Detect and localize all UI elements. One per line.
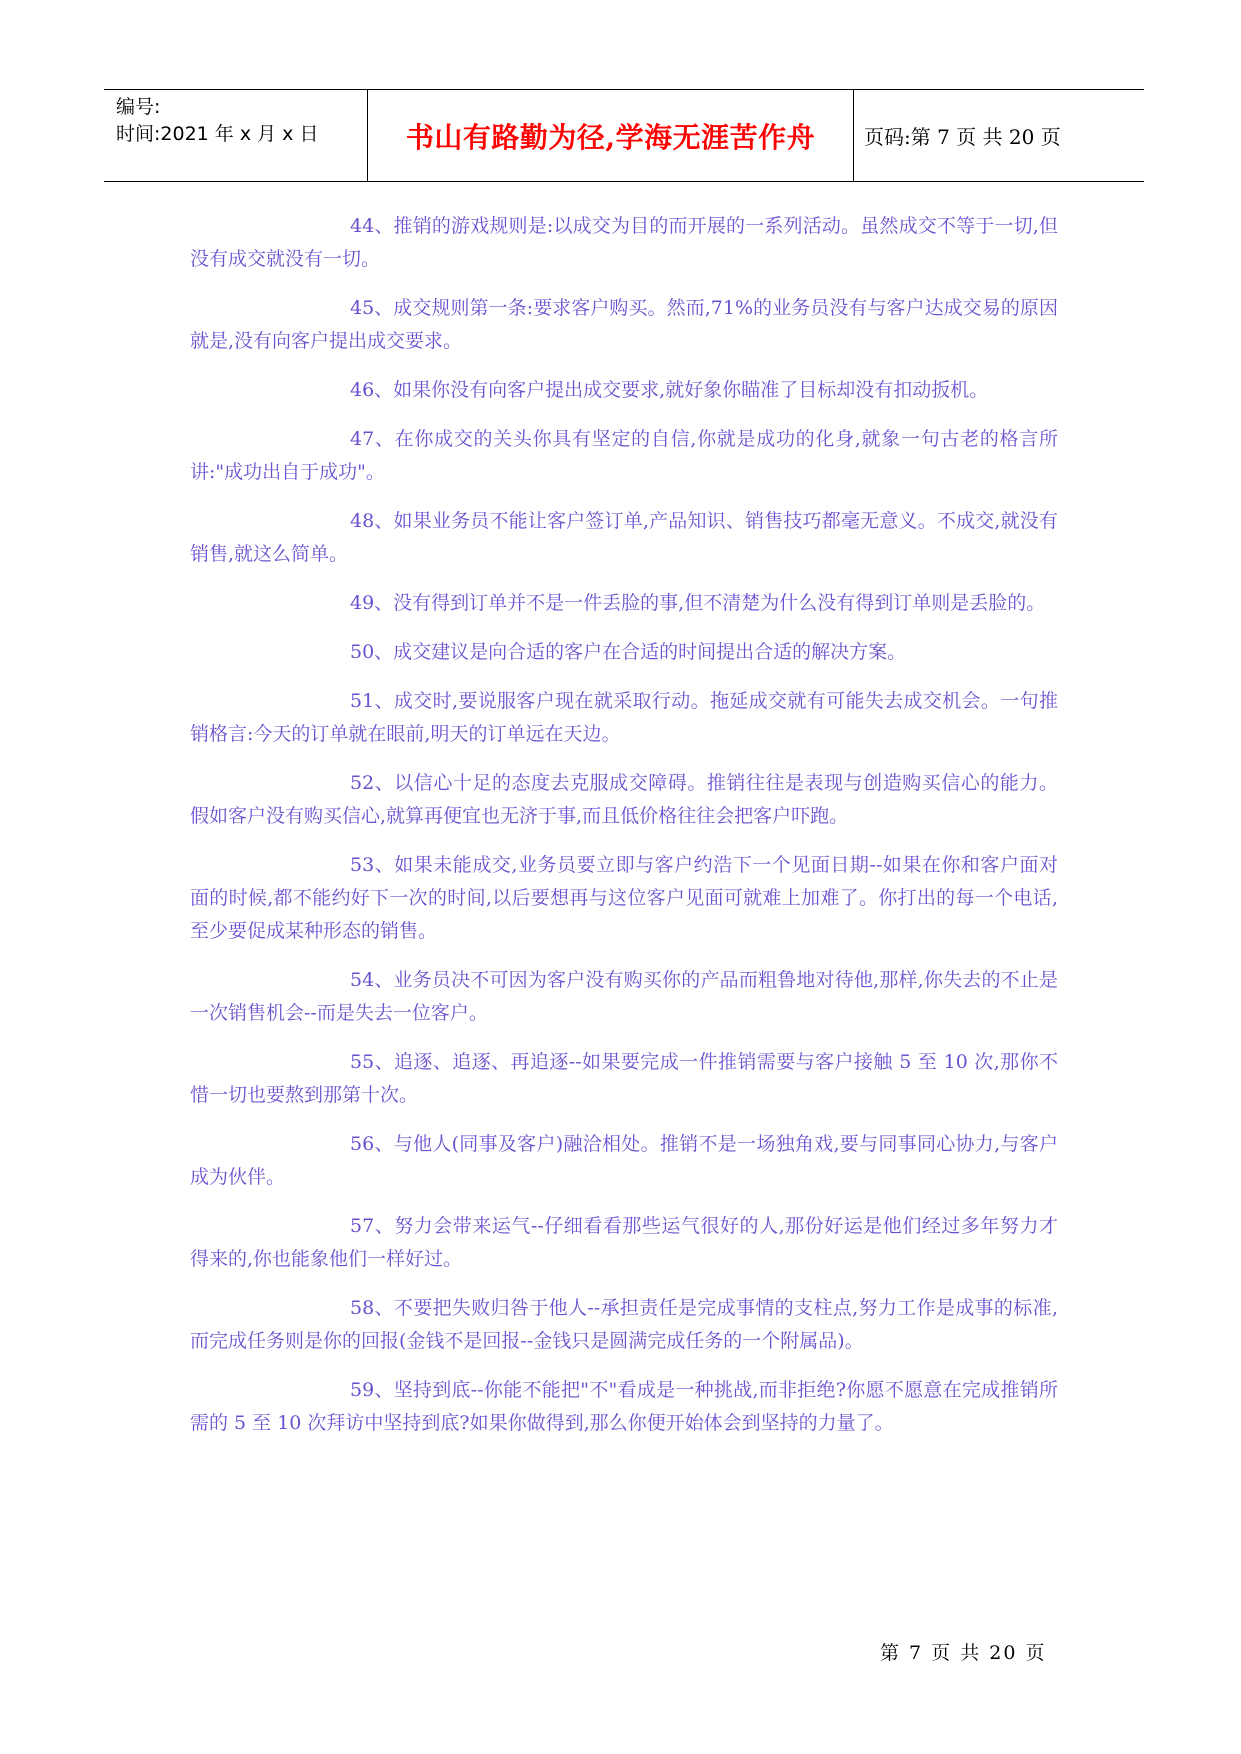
page-header	[104, 89, 1144, 182]
footer-page-number: 第 7 页 共 20 页	[880, 1642, 1047, 1664]
header-motto-cell	[368, 90, 854, 181]
document-body	[190, 210, 1058, 1456]
page-footer	[880, 1638, 1046, 1665]
header-page-cell	[854, 90, 1144, 181]
paragraph: 48、如果业务员不能让客户签订单,产品知识、销售技巧都毫无意义。不成交,就没有销售,就这么简单。	[190, 510, 1058, 565]
paragraph: 57、努力会带来运气--仔细看看那些运气很好的人,那份好运是他们经过多年努力才得来的,你也能象他们一样好过。	[190, 1215, 1058, 1270]
header-meta-cell	[104, 90, 368, 181]
paragraph: 44、推销的游戏规则是:以成交为目的而开展的一系列活动。虽然成交不等于一切,但没有成交就没有一切。	[190, 215, 1058, 270]
header-motto: 书山有路勤为径,学海无涯苦作舟	[405, 120, 816, 154]
paragraph: 50、成交建议是向合适的客户在合适的时间提出合适的解决方案。	[350, 641, 907, 663]
header-page-info: 页码:第 7 页 共 20 页	[864, 125, 1061, 149]
paragraph: 53、如果未能成交,业务员要立即与客户约浩下一个见面日期--如果在你和客户面对面的时候,都不能约好下一次的时间,以后要想再与这位客户见面可就难上加难了。你打出的每一个电话,至少要促成某种形态的销售。	[190, 854, 1058, 942]
paragraph: 52、以信心十足的态度去克服成交障碍。推销往往是表现与创造购买信心的能力。假如客户没有购买信心,就算再便宜也无济于事,而且低价格往往会把客户吓跑。	[190, 772, 1058, 827]
paragraph: 51、成交时,要说服客户现在就采取行动。拖延成交就有可能失去成交机会。一句推销格言:今天的订单就在眼前,明天的订单远在天边。	[190, 690, 1058, 745]
paragraph: 58、不要把失败归咎于他人--承担责任是完成事情的支柱点,努力工作是成事的标准,而完成任务则是你的回报(金钱不是回报--金钱只是圆满完成任务的一个附属品)。	[190, 1297, 1058, 1352]
paragraph: 46、如果你没有向客户提出成交要求,就好象你瞄准了目标却没有扣动扳机。	[350, 379, 989, 401]
document-number-label: 编号:	[116, 96, 161, 118]
paragraph: 49、没有得到订单并不是一件丢脸的事,但不清楚为什么没有得到订单则是丢脸的。	[350, 592, 1046, 614]
paragraph: 54、业务员决不可因为客户没有购买你的产品而粗鲁地对待他,那样,你失去的不止是一次销售机会--而是失去一位客户。	[190, 969, 1058, 1024]
paragraph: 59、坚持到底--你能不能把"不"看成是一种挑战,而非拒绝?你愿不愿意在完成推销所需的 5 至 10 次拜访中坚持到底?如果你做得到,那么你便开始体会到坚持的力量了。	[190, 1379, 1058, 1434]
document-time-label: 时间:2021 年 x 月 x 日	[116, 123, 319, 145]
paragraph: 47、在你成交的关头你具有坚定的自信,你就是成功的化身,就象一句古老的格言所讲:"成功出自于成功"。	[190, 428, 1058, 483]
paragraph: 56、与他人(同事及客户)融洽相处。推销不是一场独角戏,要与同事同心协力,与客户成为伙伴。	[190, 1133, 1058, 1188]
paragraph: 55、追逐、追逐、再追逐--如果要完成一件推销需要与客户接触 5 至 10 次,那你不惜一切也要熬到那第十次。	[190, 1051, 1058, 1106]
paragraph: 45、成交规则第一条:要求客户购买。然而,71%的业务员没有与客户达成交易的原因就是,没有向客户提出成交要求。	[190, 297, 1058, 352]
